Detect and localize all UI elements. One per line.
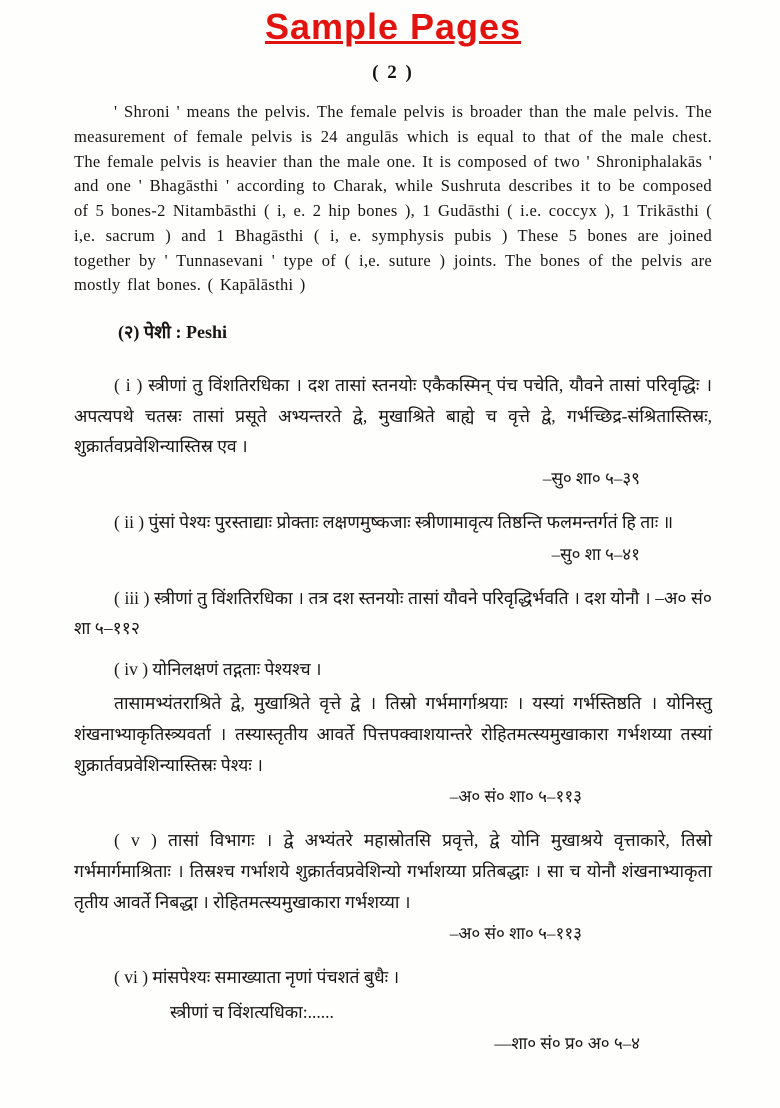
citation: –सु० शा ५–४१ bbox=[551, 544, 640, 564]
section-intro: ( iv ) योनिलक्षणं तद्गताः पेश्यश्च । bbox=[114, 658, 322, 679]
page-number: ( 2 ) bbox=[372, 62, 414, 83]
sanskrit-section-i bbox=[74, 370, 712, 489]
citation: —शा० सं० प्र० अ० ५–४ bbox=[494, 1034, 640, 1054]
citation: –अ० सं० शा० ५–११३ bbox=[449, 787, 582, 807]
sanskrit-section-iii bbox=[74, 583, 712, 644]
section-text: ( vi ) मांसपेश्यः समाख्याता नृणां पंचशतं बुधैः । bbox=[114, 967, 400, 988]
english-paragraph: ' Shroni ' means the pelvis. The female pelvis is broader than the male pelvis. The measurement of female pelvis is 24 angulās which is equal to that of the male chest. The female pelvis is heavier than the male one. It is composed of two ' Shroniphalakās ' and one ' Bhagāsthi ' according to Charak, while Sushruta describes it to be composed of 5 bones-2 Nitambāsthi ( i, e. 2 hip bones ), 1 Gudāsthi ( i.e. coccyx ), 1 Trikāsthi ( i,e. sacrum ) and 1 Bhagāsthi ( i, e. symphysis pubis ) These 5 bones are joined together by ' Tunnasevani ' type of ( i,e. suture ) joints. The bones of the pelvis are mostly flat bones. ( Kapālāsthi ) bbox=[74, 102, 712, 295]
section-heading: (२) पेशी : Peshi bbox=[118, 322, 227, 342]
section-text: ( ii ) पुंसां पेश्यः पुरस्ताद्याः प्रोक्ताः लक्षणमुष्कजाः स्त्रीणामावृत्य तिष्ठन्ति फलमन्तर्गतं हि ताः ॥ bbox=[114, 511, 674, 532]
sanskrit-section-iv bbox=[74, 654, 712, 808]
section-text: ( iii ) स्त्रीणां तु विंशतिरधिका । तत्र दश स्तनयोः तासां यौवने परिवृद्धिर्भवति । दश योनौ । –अ० सं० शा ५–११२ bbox=[74, 587, 712, 639]
citation: –सु० शा० ५–३९ bbox=[542, 468, 640, 488]
citation: –अ० सं० शा० ५–११३ bbox=[449, 924, 582, 944]
sanskrit-section-v bbox=[74, 825, 712, 944]
section-text: ( i ) स्त्रीणां तु विंशतिरधिका । दश तासां स्तनयोः एकैकस्मिन् पंच पचेति, यौवने तासां परिवृद्धिः । अपत्यपथे चतस्रः तासां प्रसूते अभ्यन्तरते द्वे, मुखाश्रिते बाह्ये च वृत्ते द्वे, गर्भच्छिद्र-संश्रितास्तिस्रः, शुक्रार्तवप्रवेशिन्यास्तिस्र एव । bbox=[74, 375, 712, 457]
page-title: Sample Pages bbox=[264, 6, 522, 47]
section-text: ( v ) तासां विभागः । द्वे अभ्यंतरे महास्रोतसि प्रवृत्ते, द्वे योनि मुखाश्रये वृत्ताकारे, तिस्रो गर्भमार्गमाश्रिताः । तिस्रश्च गर्भाशये शुक्रार्तवप्रवेशिन्यो गर्भाशय्या प्रतिबद्धाः । सा च योनौ शंखनाभ्याकृता तृतीय आवर्ते निबद्धा । रोहितमत्स्यमुखाकारा गर्भशय्या । bbox=[74, 830, 712, 912]
sanskrit-section-vi bbox=[74, 962, 712, 1054]
sanskrit-section-ii bbox=[74, 507, 712, 565]
section-text: तासामभ्यंतराश्रिते द्वे, मुखाश्रिते वृत्ते द्वे । तिस्रो गर्भमार्गाश्रयाः । यस्यां गर्भस्तिष्ठति । योनिस्तु शंखनाभ्याकृतिस्त्र्यवर्ता । तस्यास्तृतीय आवर्ते पित्तपक्वाशयान्तरे रोहितमत्स्यमुखाकारा गर्भशय्या तस्यां शुक्रार्तवप्रवेशिन्यास्तिस्रः पेश्यः । bbox=[74, 693, 712, 775]
section-text-line2: स्त्रीणां च विंशत्यधिका:...... bbox=[170, 1001, 334, 1022]
